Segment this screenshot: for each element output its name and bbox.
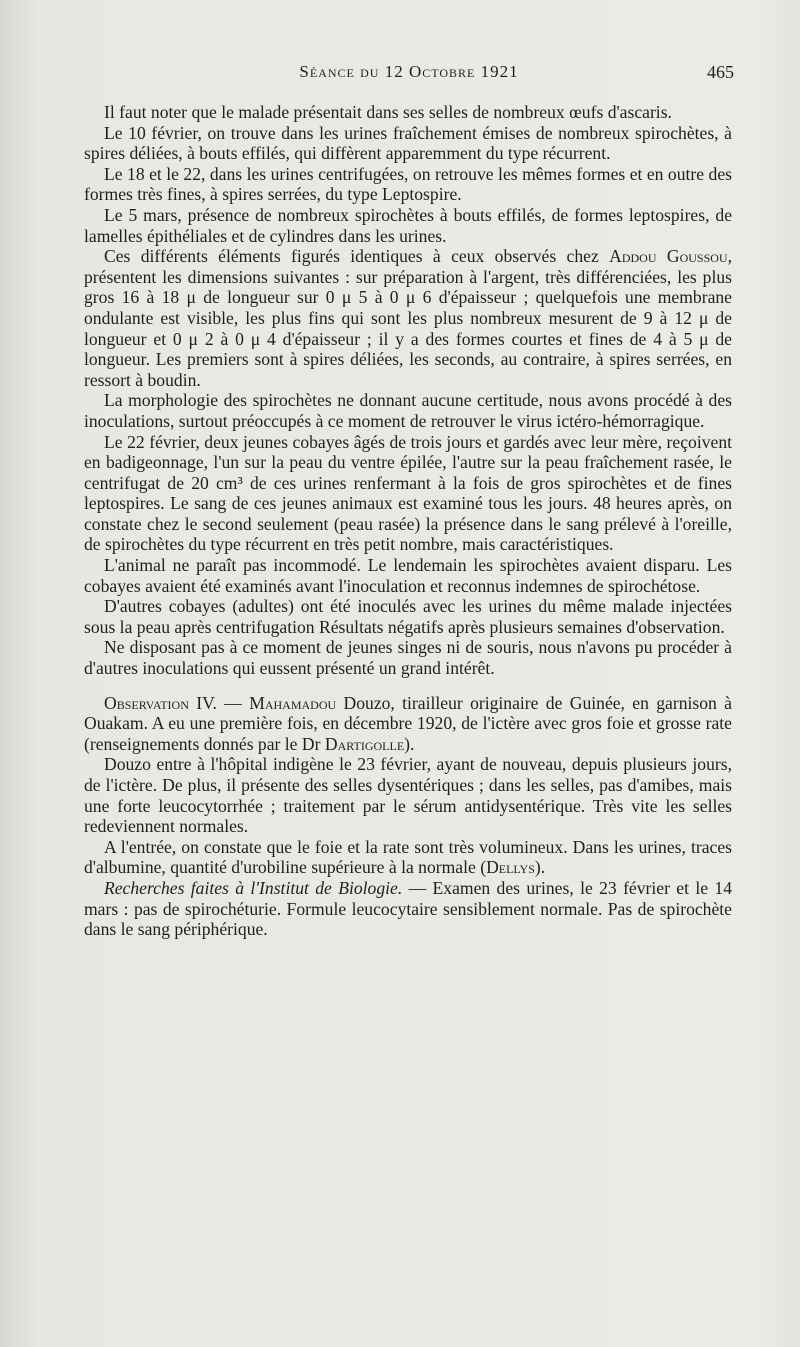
paragraph: Le 10 février, on trouve dans les urines fraîchement émises de nombreux spirochètes, à spires déliées, à bouts effilés, qui diffèrent apparemment du type récurrent.: [84, 122, 732, 164]
paragraph: D'autres cobayes (adultes) ont été inoculés avec les urines du même malade injectées sous la peau après centrifugation Résultats négatifs après plusieurs semaines d'observation.: [84, 596, 732, 637]
paragraph: Douzo entre à l'hôpital indigène le 23 février, ayant de nouveau, depuis plusieurs jours, de l'ictère. De plus, il présente des selles dysentériques ; dans les selles, pas d'amibes, mais une forte leucocytorrhée ; traitement par le sérum antidysentérique. Très vite les selles redeviennent normales.: [84, 754, 732, 837]
paragraph: Recherches faites à l'Institut de Biologie. — Examen des urines, le 23 février et le 14 mars : pas de spirochéturie. Formule leucocytaire sensiblement normale. Pas de spirochète dans le sang périphérique.: [84, 877, 733, 940]
running-title: Séance du 12 Octobre 1921: [299, 62, 519, 81]
paragraph: A l'entrée, on constate que le foie et la rate sont très volumineux. Dans les urines, traces d'albumine, quantité d'urobiline supérieure à la normale (Dellys).: [84, 836, 732, 878]
observation-name: Mahamadou: [249, 692, 337, 713]
paragraph: Il faut noter que le malade présentait dans ses selles de nombreux œufs d'ascaris.: [104, 102, 672, 122]
patient-name: Addou Goussou: [609, 246, 728, 267]
paragraph: Le 5 mars, présence de nombreux spirochètes à bouts effilés, de formes leptospires, de lamelles épithéliales et de cylindres dans les urines.: [84, 204, 732, 246]
italic-lead: Recherches faites à l'Institut de Biologie.: [104, 877, 403, 898]
observation-heading-paragraph: Observation IV. — Mahamadou Douzo, tirailleur originaire de Guinée, en garnison à Ouakam. A eu une première fois, en décembre 1920, de l'ictère avec gros foie et grosse rate (renseignements donnés par le Dr Dartigolle).: [84, 692, 732, 754]
paragraph: L'animal ne paraît pas incommodé. Le lendemain les spirochètes avaient disparu. Les cobayes avaient été examinés avant l'inoculation et reconnus indemnes de spirochétose.: [84, 555, 732, 596]
paragraph: Ces différents éléments figurés identiques à ceux observés chez Addou Goussou, présentent les dimensions suivantes : sur préparation à l'argent, très différenciées, les plus gros 16 à 18 μ de longueur sur 0 μ 5 à 0 μ 6 d'épaisseur ; quelquefois une membrane ondulante est visible, les plus fins qui sont les plus nombreux mesurent de 9 à 12 μ de longueur et 0 μ 2 à 0 μ 4 d'épaisseur ; il y a des formes courtes et fines de 4 à 5 μ de longueur. Les premiers sont à spires déliées, les seconds, au contraire, à spires serrées, en ressort à boudin.: [84, 246, 732, 390]
observation-heading: Observation IV.: [104, 692, 217, 713]
paragraph: Le 22 février, deux jeunes cobayes âgés de trois jours et gardés avec leur mère, reçoivent en badigeonnage, l'un sur la peau du ventre épilée, l'autre sur la peau fraîchement rasée, le centrifugat de 20 cm³ de ces urines renfermant à la fois de gros spirochètes et de fines leptospires. Le sang de ces jeunes animaux est examiné tous les jours. 48 heures après, on constate chez le second seulement (peau rasée) la présence dans le sang prélevé à l'oreille, de spirochètes du type récurrent en très petit nombre, mais caractéristiques.: [84, 431, 732, 555]
author-name: Dellys: [486, 857, 535, 878]
page-number: 465: [707, 62, 734, 82]
paragraph: Ne disposant pas à ce moment de jeunes singes ni de souris, nous n'avons pu procéder à d'autres inoculations qui eussent présenté un grand intérêt.: [84, 637, 732, 679]
running-head: [84, 62, 734, 88]
body-text: [84, 102, 732, 940]
paragraph: Le 18 et le 22, dans les urines centrifugées, on retrouve les mêmes formes et en outre des formes très fines, à spires serrées, du type Leptospire.: [84, 163, 732, 205]
paragraph: La morphologie des spirochètes ne donnant aucune certitude, nous avons procédé à des inoculations, surtout préoccupés à ce moment de retrouver le virus ictéro-hémorragique.: [84, 390, 732, 431]
doctor-name: Dartigolle: [324, 733, 405, 754]
